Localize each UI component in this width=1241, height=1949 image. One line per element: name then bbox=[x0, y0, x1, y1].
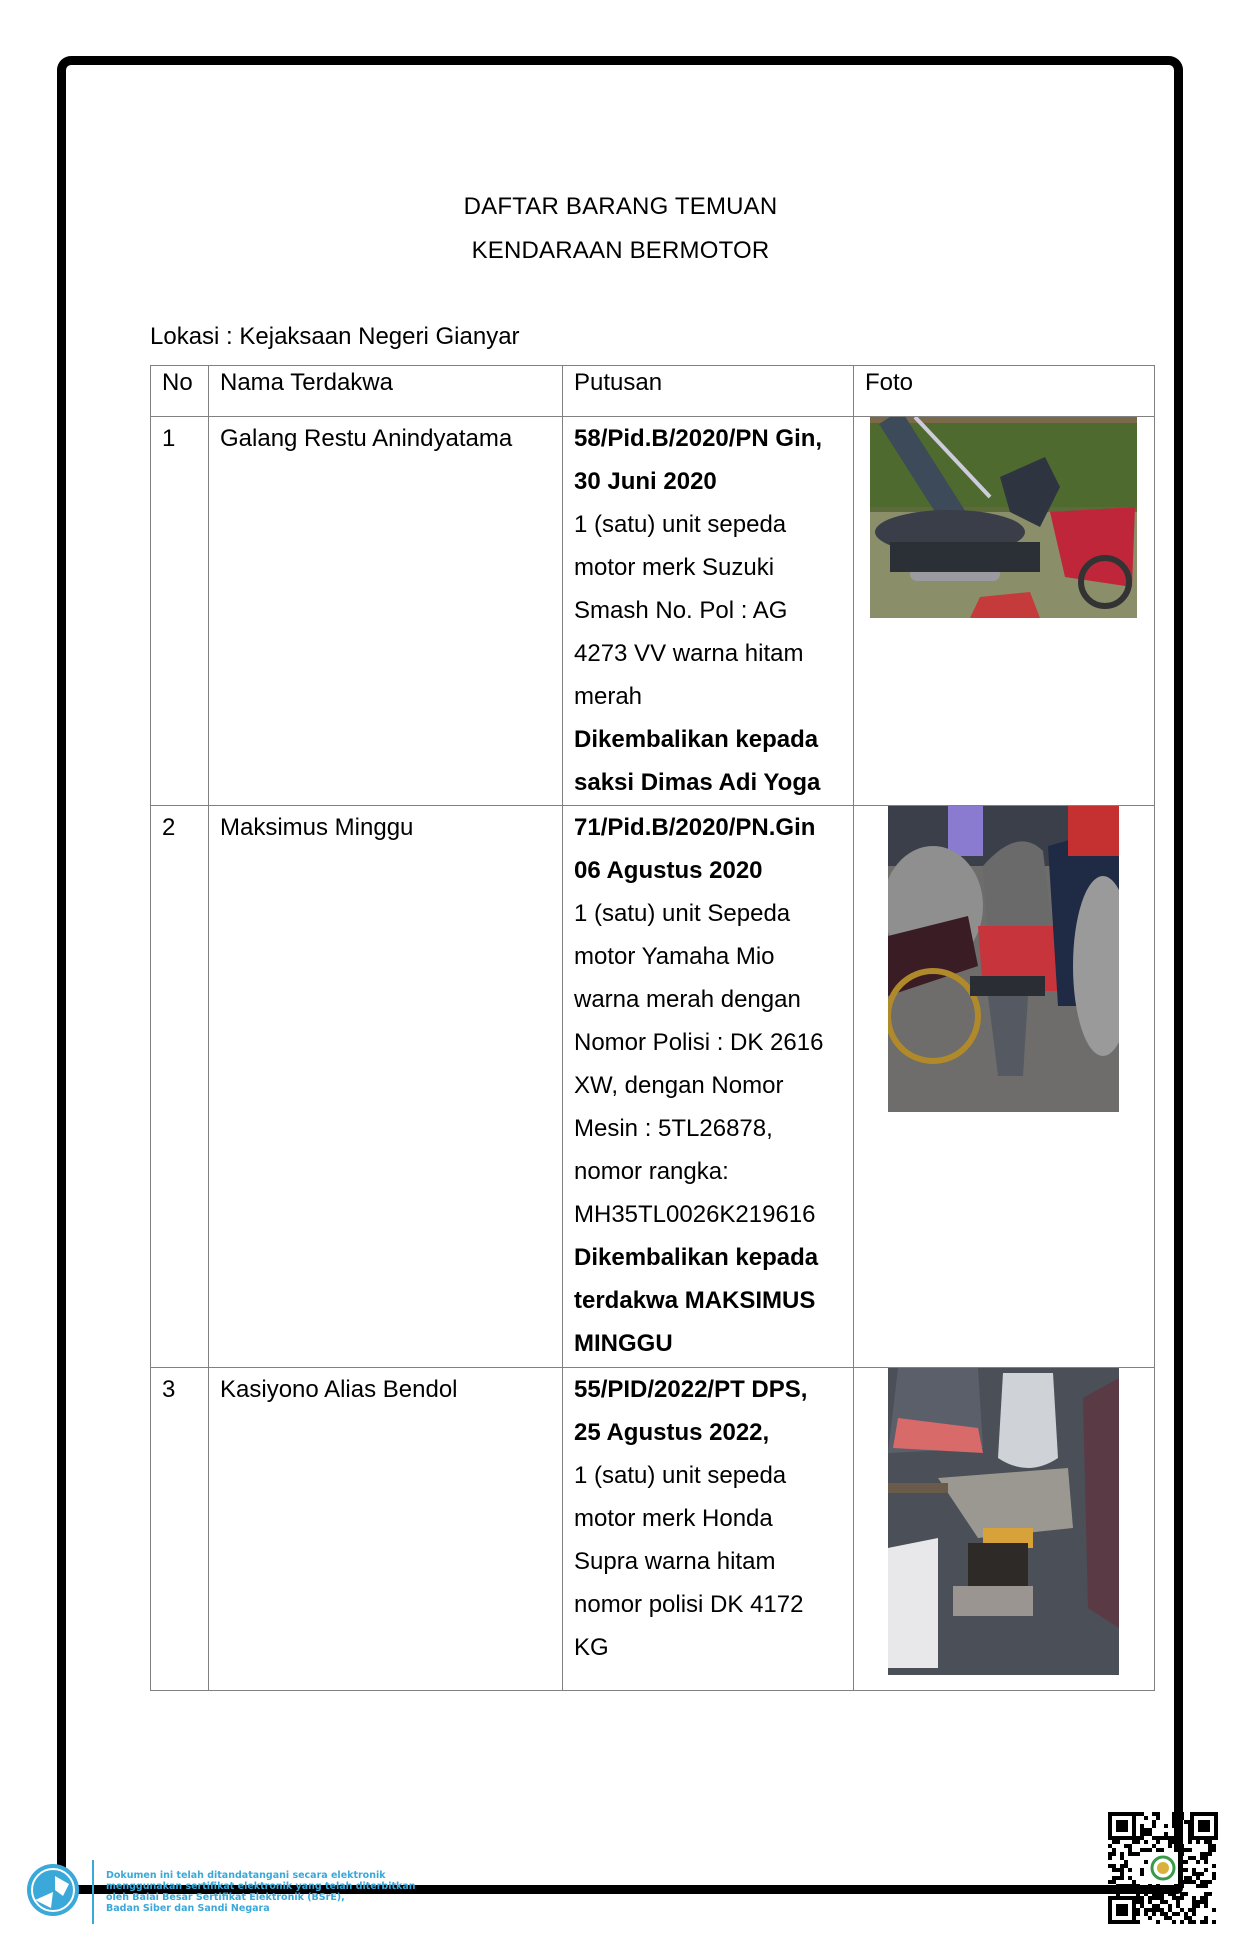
verdict-number: 58/Pid.B/2020/PN Gin, bbox=[574, 425, 823, 452]
table-header-row bbox=[151, 366, 1155, 417]
table-row bbox=[151, 806, 1155, 1368]
motorcycle-photo bbox=[888, 806, 1119, 1112]
cell-photo bbox=[854, 417, 1155, 806]
table-row bbox=[151, 1368, 1155, 1691]
cell-name: Maksimus Minggu bbox=[209, 806, 563, 1368]
location-label: Lokasi : Kejaksaan Negeri Gianyar bbox=[150, 323, 520, 350]
cell-name: Kasiyono Alias Bendol bbox=[209, 1368, 563, 1691]
document-title: DAFTAR BARANG TEMUAN bbox=[463, 193, 778, 220]
cell-photo bbox=[854, 1368, 1155, 1691]
header-no: No bbox=[151, 366, 209, 417]
cell-verdict bbox=[563, 1368, 854, 1691]
verdict-number: 71/Pid.B/2020/PN.Gin bbox=[574, 814, 816, 841]
header-photo: Foto bbox=[854, 366, 1155, 417]
cell-no: 3 bbox=[151, 1368, 209, 1691]
disposition: Dikembalikan kepada saksi Dimas Adi Yoga bbox=[574, 726, 821, 796]
item-description: 1 (satu) unit Sepeda motor Yamaha Mio warna merah dengan Nomor Polisi : DK 2616 XW, dengan Nomor Mesin : 5TL26878, nomor rangka: MH35TL0026K219616 bbox=[574, 900, 824, 1228]
verdict-date: 25 Agustus 2022, bbox=[574, 1419, 770, 1446]
item-description: 1 (satu) unit sepeda motor merk Suzuki Smash No. Pol : AG 4273 VV warna hitam merah bbox=[574, 511, 804, 710]
footer-divider bbox=[92, 1860, 94, 1924]
qr-code-icon[interactable] bbox=[1108, 1812, 1218, 1924]
cell-verdict bbox=[563, 417, 854, 806]
signature-notice: Dokumen ini telah ditandatangani secara elektronik menggunakan sertifikat elektronik yang telah diterbitkan oleh Balai Besar Sertifikat Elektronik (BSrE), Badan Siber dan Sandi Negara bbox=[106, 1870, 416, 1914]
motorcycle-photo bbox=[870, 417, 1137, 618]
cell-verdict bbox=[563, 806, 854, 1368]
document-subtitle: KENDARAAN BERMOTOR bbox=[471, 237, 770, 264]
motorcycle-photo bbox=[888, 1368, 1119, 1675]
cell-no: 2 bbox=[151, 806, 209, 1368]
header-verdict: Putusan bbox=[563, 366, 854, 417]
bsre-logo-icon bbox=[25, 1862, 81, 1918]
table-row bbox=[151, 417, 1155, 806]
verdict-date: 30 Juni 2020 bbox=[574, 468, 717, 495]
disposition: Dikembalikan kepada terdakwa MAKSIMUS MINGGU bbox=[574, 1244, 819, 1357]
cell-name: Galang Restu Anindyatama bbox=[209, 417, 563, 806]
evidence-table bbox=[150, 365, 1155, 1691]
header-name: Nama Terdakwa bbox=[209, 366, 563, 417]
cell-no: 1 bbox=[151, 417, 209, 806]
cell-photo bbox=[854, 806, 1155, 1368]
verdict-number: 55/PID/2022/PT DPS, bbox=[574, 1376, 808, 1403]
verdict-date: 06 Agustus 2020 bbox=[574, 857, 763, 884]
item-description: 1 (satu) unit sepeda motor merk Honda Supra warna hitam nomor polisi DK 4172 KG bbox=[574, 1462, 804, 1661]
